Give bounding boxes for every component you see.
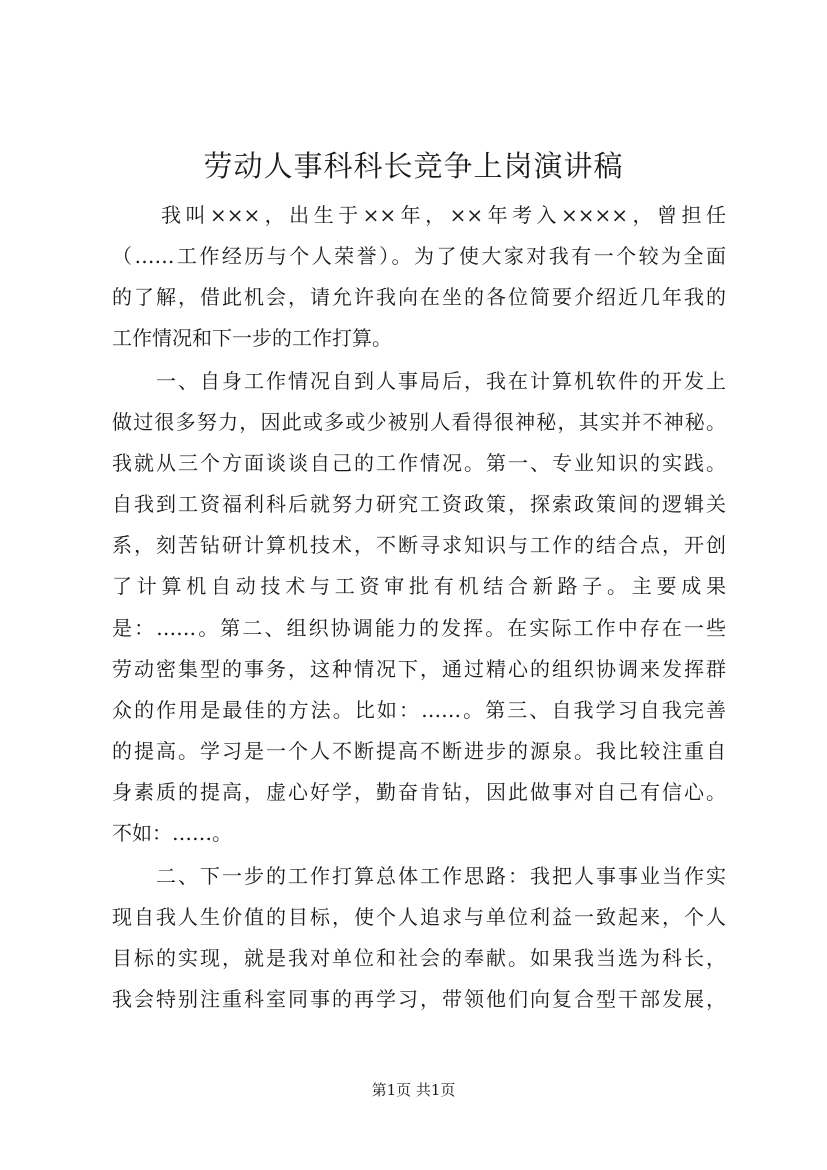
text-line: 的提高。学习是一个人不断提高不断进步的源泉。我比较注重自 — [112, 739, 726, 763]
text-line: 众的作用是最佳的方法。比如：……。第三、自我学习自我完善 — [112, 698, 726, 722]
text-line: 的了解，借此机会，请允许我向在坐的各位简要介绍近几年我的 — [112, 285, 726, 309]
text-line: 我会特别注重科室同事的再学习，带领他们向复合型干部发展， — [112, 987, 726, 1011]
document-title: 劳动人事科科长竞争上岗演讲稿 — [203, 149, 624, 183]
text-line: 现自我人生价值的目标，使个人追求与单位利益一致起来，个人 — [112, 905, 726, 929]
text-line: 是：……。第二、组织协调能力的发挥。在实际工作中存在一些 — [112, 616, 726, 640]
text-line: 身素质的提高，虚心好学，勤奋肯钻，因此做事对自己有信心。 — [112, 780, 726, 804]
text-line: 不如：……。 — [112, 821, 232, 845]
text-line: 了计算机自动技术与工资审批有机结合新路子。主要成果 — [112, 574, 726, 598]
text-line: 我叫×××，出生于××年，××年考入××××，曾担任 — [112, 203, 726, 227]
text-line: 劳动密集型的事务，这种情况下，通过精心的组织协调来发挥群 — [112, 657, 726, 681]
text-line: 自我到工资福利科后就努力研究工资政策，探索政策间的逻辑关 — [112, 492, 726, 516]
text-line: 系，刻苦钻研计算机技术，不断寻求知识与工作的结合点，开创 — [112, 533, 726, 557]
text-line: 二、下一步的工作打算总体工作思路：我把人事事业当作实 — [112, 864, 726, 888]
page-footer: 第1页 共1页 — [371, 1081, 456, 1099]
text-line: 工作情况和下一步的工作打算。 — [112, 326, 392, 350]
text-line: 我就从三个方面谈谈自己的工作情况。第一、专业知识的实践。 — [112, 451, 726, 475]
text-line: 做过很多努力，因此或多或少被别人看得很神秘，其实并不神秘。 — [112, 410, 726, 434]
text-line: 目标的实现，就是我对单位和社会的奉献。如果我当选为科长， — [112, 946, 726, 970]
text-line: （……工作经历与个人荣誉）。为了使大家对我有一个较为全面 — [112, 244, 726, 268]
text-line: 一、自身工作情况自到人事局后，我在计算机软件的开发上 — [112, 369, 726, 393]
